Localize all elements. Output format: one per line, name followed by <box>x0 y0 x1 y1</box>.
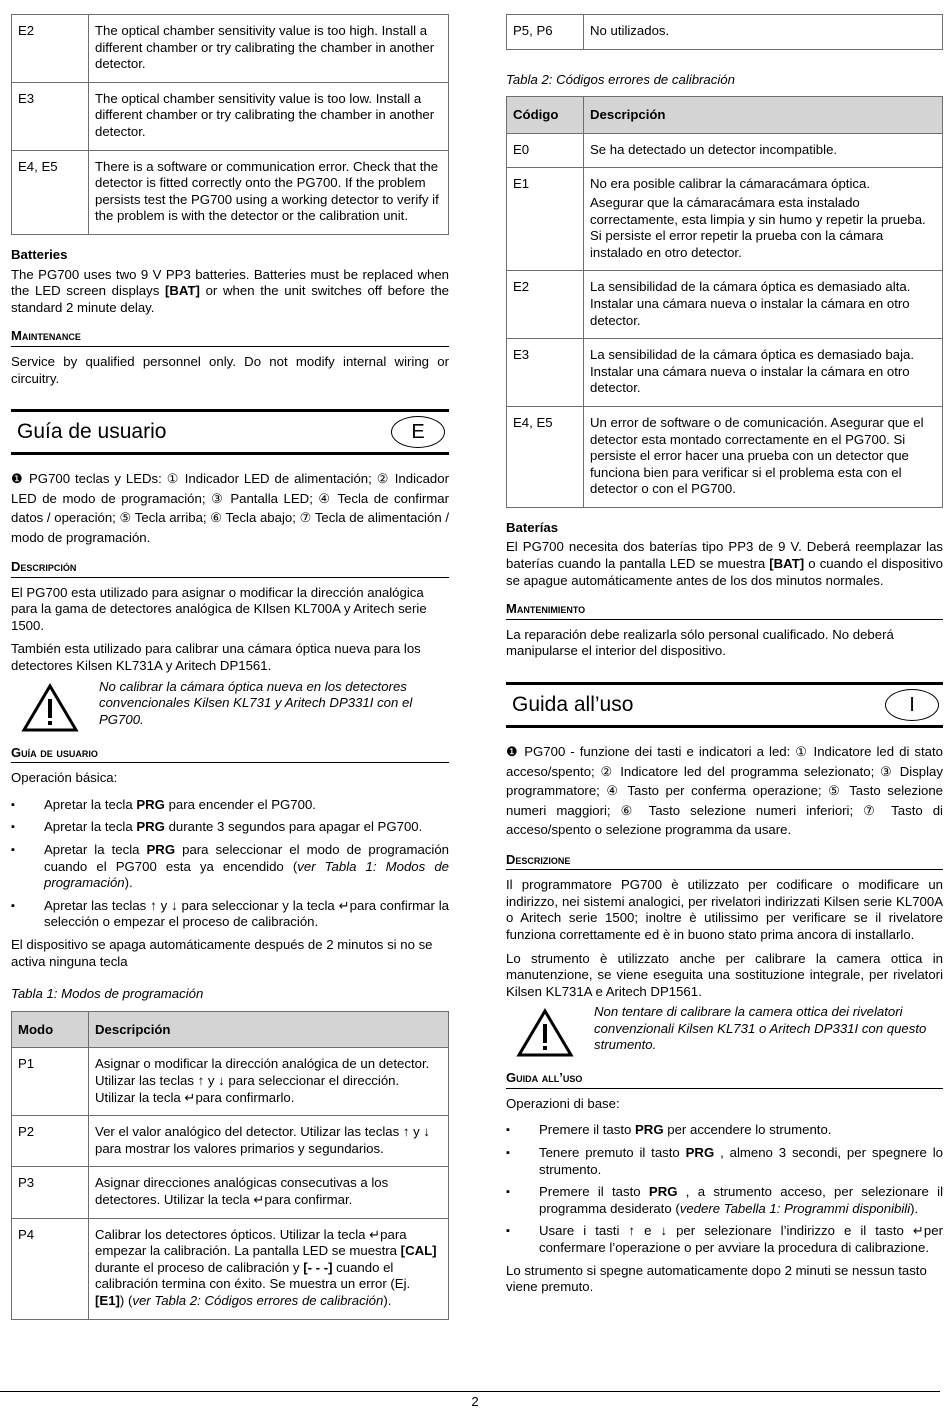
error-code: E4, E5 <box>12 150 89 234</box>
mode-code: P5, P6 <box>507 15 584 50</box>
error-code: E3 <box>507 339 584 407</box>
error-description: The optical chamber sensitivity value is too low. Install a different chamber or try calibrating the chamber in another detector. <box>89 82 449 150</box>
error-description: No era posible calibrar la cámaracámara óptica. Asegurar que la cámaracámara esta instalado correctamente, esta limpia y sin humo y repetir la prueba. Si persiste el error repetir la prueba con la cámara instalado en otro detector. <box>584 168 943 271</box>
mode-description: No utilizados. <box>584 15 943 50</box>
left-column <box>11 14 449 1320</box>
error-description: Se ha detectado un detector incompatible. <box>584 133 943 168</box>
table-row <box>12 1048 449 1116</box>
list-item: ▪ Apretar la tecla PRG para seleccionar el modo de programación cuando el PG700 esta ya encendido (ver Tabla 1: Modos de programación). <box>11 842 449 892</box>
warning-note <box>11 679 449 733</box>
mode-description: Asignar direcciones analógicas consecutivas a los detectores. Utilizar la tecla ↵para confirmar. <box>89 1167 449 1218</box>
description-paragraph: Lo strumento è utilizzato anche per calibrare la camera ottica in manutenzione, se viene eseguita una sostituzione integrale, per rivelatori Kilsen KL731A e Aritech DP1561. <box>506 950 943 999</box>
mantenimiento-heading: Mantenimiento <box>506 601 943 620</box>
usage-heading: Guida all’uso <box>506 1070 943 1089</box>
table-caption: Tabla 1: Modos de programación <box>11 986 204 1002</box>
warning-triangle-icon <box>516 1008 574 1058</box>
description-paragraph: También esta utilizado para calibrar una cámara óptica nueva para los detectores Kilsen KL731A y Aritech DP1561. <box>11 641 421 674</box>
list-item: ▪ Tenere premuto il tasto PRG , almeno 3 secondi, per spegnere lo strumento. <box>506 1145 943 1178</box>
list-item: ▪ Apretar la tecla PRG para encender el PG700. <box>11 797 449 814</box>
maintenance-heading: Maintenance <box>11 328 449 347</box>
table-row <box>12 1218 449 1319</box>
instruction-list <box>11 797 449 931</box>
list-item: ▪ Apretar la tecla PRG durante 3 segundos para apagar el PG700. <box>11 819 449 836</box>
basic-operation-label: Operazioni di base: <box>506 1095 620 1111</box>
list-item: ▪ Apretar las teclas ↑ y ↓ para seleccionar y la tecla ↵para confirmar la selección o empezar el proceso de calibración. <box>11 898 449 931</box>
description-paragraph: El PG700 esta utilizado para asignar o modificar la dirección analógica para la gama de detectores analógica de KIlsen KL700A y Aritech serie 1500. <box>11 584 427 633</box>
warning-triangle-icon <box>21 683 79 733</box>
table-row <box>507 406 943 507</box>
table-row <box>12 1167 449 1218</box>
error-table-english <box>11 14 449 235</box>
error-code: E2 <box>507 271 584 339</box>
batteries-heading: Batteries <box>11 246 68 262</box>
column-header: Descripción <box>89 1011 449 1048</box>
maintenance-text: Service by qualified personnel only. Do not modify internal wiring or circuitry. <box>11 353 449 386</box>
column-header: Descripción <box>584 97 943 134</box>
table-header-row <box>12 1011 449 1048</box>
batteries-text: The PG700 uses two 9 V PP3 batteries. Batteries must be replaced when the LED screen displays [BAT] or when the unit switches off before the standard 2 minute delay. <box>11 266 449 315</box>
mantenimiento-text: La reparación debe realizarla sólo personal cualificado. No deberá manipularse el interior del dispositivo. <box>506 626 894 659</box>
baterias-heading: Baterías <box>506 519 559 535</box>
table-row <box>12 82 449 150</box>
section-title: Guida all’uso <box>512 693 634 717</box>
table-row <box>12 15 449 83</box>
section-header-spanish <box>11 409 449 455</box>
table-row <box>12 150 449 234</box>
footer-divider <box>0 1391 940 1392</box>
error-description: There is a software or communication error. Check that the detector is fitted correctly onto the PG700. If the problem persists test the PG700 using a working detector to verify if the problem is with the detector or the calibration unit. <box>89 150 449 234</box>
usage-heading: Guía de usuario <box>11 745 449 764</box>
mode-description: Asignar o modificar la dirección analógica de un detector. Utilizar las teclas ↑ y ↓ para seleccionar el dirección. Utilizar la tecla ↵para confirmarlo. <box>89 1048 449 1116</box>
list-item: ▪ Premere il tasto PRG per accendere lo strumento. <box>506 1122 943 1139</box>
error-code: E4, E5 <box>507 406 584 507</box>
list-item: ▪ Usare i tasti ↑ e ↓ per selezionare l’indirizzo e il tasto ↵per confermare l’operazione o per avviare la procedura di calibrazione. <box>506 1223 943 1256</box>
table-caption: Tabla 2: Códigos errores de calibración <box>506 71 735 87</box>
error-code: E2 <box>12 15 89 83</box>
description-heading: Descripción <box>11 559 449 578</box>
column-header: Código <box>507 97 584 134</box>
warning-text: Non tentare di calibrare la camera ottica dei rivelatori convenzionali Kilsen KL731 o Aritech DP331I con questo strumento. <box>594 1004 927 1053</box>
auto-off-text: Lo strumento si spegne automaticamente dopo 2 minuti se nessun tasto viene premuto. <box>506 1262 927 1295</box>
warning-note <box>506 1004 943 1058</box>
list-item: ▪ Premere il tasto PRG , a strumento acceso, per selezionare il programma desiderato (vedere Tabella 1: Programmi disponibili). <box>506 1184 943 1217</box>
section-header-italian <box>506 682 943 728</box>
section-title: Guía de usuario <box>17 420 167 444</box>
table-row <box>507 271 943 339</box>
page-number: 2 <box>471 1394 479 1409</box>
error-code: E1 <box>507 168 584 271</box>
mode-code: P4 <box>12 1218 89 1319</box>
warning-text: No calibrar la cámara óptica nueva en los detectores convencionales Kilsen KL731 y Aritech DP331I con el PG700. <box>99 678 413 727</box>
column-header: Modo <box>12 1011 89 1048</box>
mode-description: Ver el valor analógico del detector. Utilizar las teclas ↑ y ↓ para mostrar los valores primarios y segundarios. <box>89 1116 449 1167</box>
keys-description: ❶ PG700 teclas y LEDs: ① Indicador LED de alimentación; ② Indicador LED de modo de programación; ③ Pantalla LED; ④ Tecla de confirmar datos / operación; ⑤ Tecla arriba; ⑥ Tecla abajo; ⑦ Tecla de alimentación / modo de programación. <box>11 471 449 545</box>
table-row <box>507 168 943 271</box>
error-description: La sensibilidad de la cámara óptica es demasiado baja. Instalar una cámara nueva o instalar la cámara en otro detector. <box>584 339 943 407</box>
mode-code: P1 <box>12 1048 89 1116</box>
mode-code: P3 <box>12 1167 89 1218</box>
auto-off-text: El dispositivo se apaga automáticamente después de 2 minutos si no se activa ninguna tecla <box>11 937 433 969</box>
table-row <box>507 133 943 168</box>
language-badge: E <box>391 416 445 448</box>
table-row <box>507 15 943 50</box>
basic-operation-label: Operación básica: <box>11 770 118 786</box>
mode-code: P2 <box>12 1116 89 1167</box>
error-description: Un error de software o de comunicación. Asegurar que el detector esta montado correctamente en el PG700. Si persiste el error hacer una prueba con un detector que funciona bien para verificar si el problema esta con el detector o con el PG700. <box>584 406 943 507</box>
baterias-text: El PG700 necesita dos baterías tipo PP3 de 9 V. Deberá reemplazar las baterías cuando la pantalla LED se muestra [BAT] o cuando el dispositivo se apague automáticamente antes de los dos minutos normales. <box>506 539 943 588</box>
table-header-row <box>507 97 943 134</box>
right-column <box>506 14 943 1296</box>
table-row <box>12 1116 449 1167</box>
instruction-list <box>506 1122 943 1256</box>
error-code: E3 <box>12 82 89 150</box>
error-description: La sensibilidad de la cámara óptica es demasiado alta. Instalar una cámara nueva o instalar la cámara en otro detector. <box>584 271 943 339</box>
table-row <box>507 339 943 407</box>
modes-table <box>11 1011 449 1320</box>
calibration-errors-table <box>506 96 943 508</box>
description-paragraph: Il programmatore PG700 è utilizzato per codificare o modificare un indirizzo, nei sistemi analogici, per rivelatori indirizzati Kilsen serie KL700A o Aritech serie 1500; inoltre è utilissimo per verificare se il rivelatore funziona correttamente ed è in buono stato prima ancora di installarlo. <box>506 877 943 942</box>
mode-description: Calibrar los detectores ópticos. Utilizar la tecla ↵para empezar la calibración. La pantalla LED se muestra [CAL] durante el proceso de calibración y [- - -] cuando el calibración termina con éxito. Se muestra un error (Ej. [E1]) (ver Tabla 2: Códigos errores de calibración). <box>89 1218 449 1319</box>
description-heading: Descrizione <box>506 852 943 871</box>
keys-description: ❶ PG700 - funzione dei tasti e indicatori a led: ① Indicatore led di stato acceso/spento; ② Indicatore led del programma selezionato; ③ Display programmatore; ④ Tasto per conferma operazione; ⑤ Tasto selezione numeri maggiori; ⑥ Tasto selezione numeri inferiori; ⑦ Tasto di acceso/spento o selezione programma da usare. <box>506 744 943 838</box>
error-description: The optical chamber sensitivity value is too high. Install a different chamber or try calibrating the chamber in another detector. <box>89 15 449 83</box>
modes-table-continued <box>506 14 943 50</box>
language-badge: I <box>885 689 939 721</box>
error-code: E0 <box>507 133 584 168</box>
